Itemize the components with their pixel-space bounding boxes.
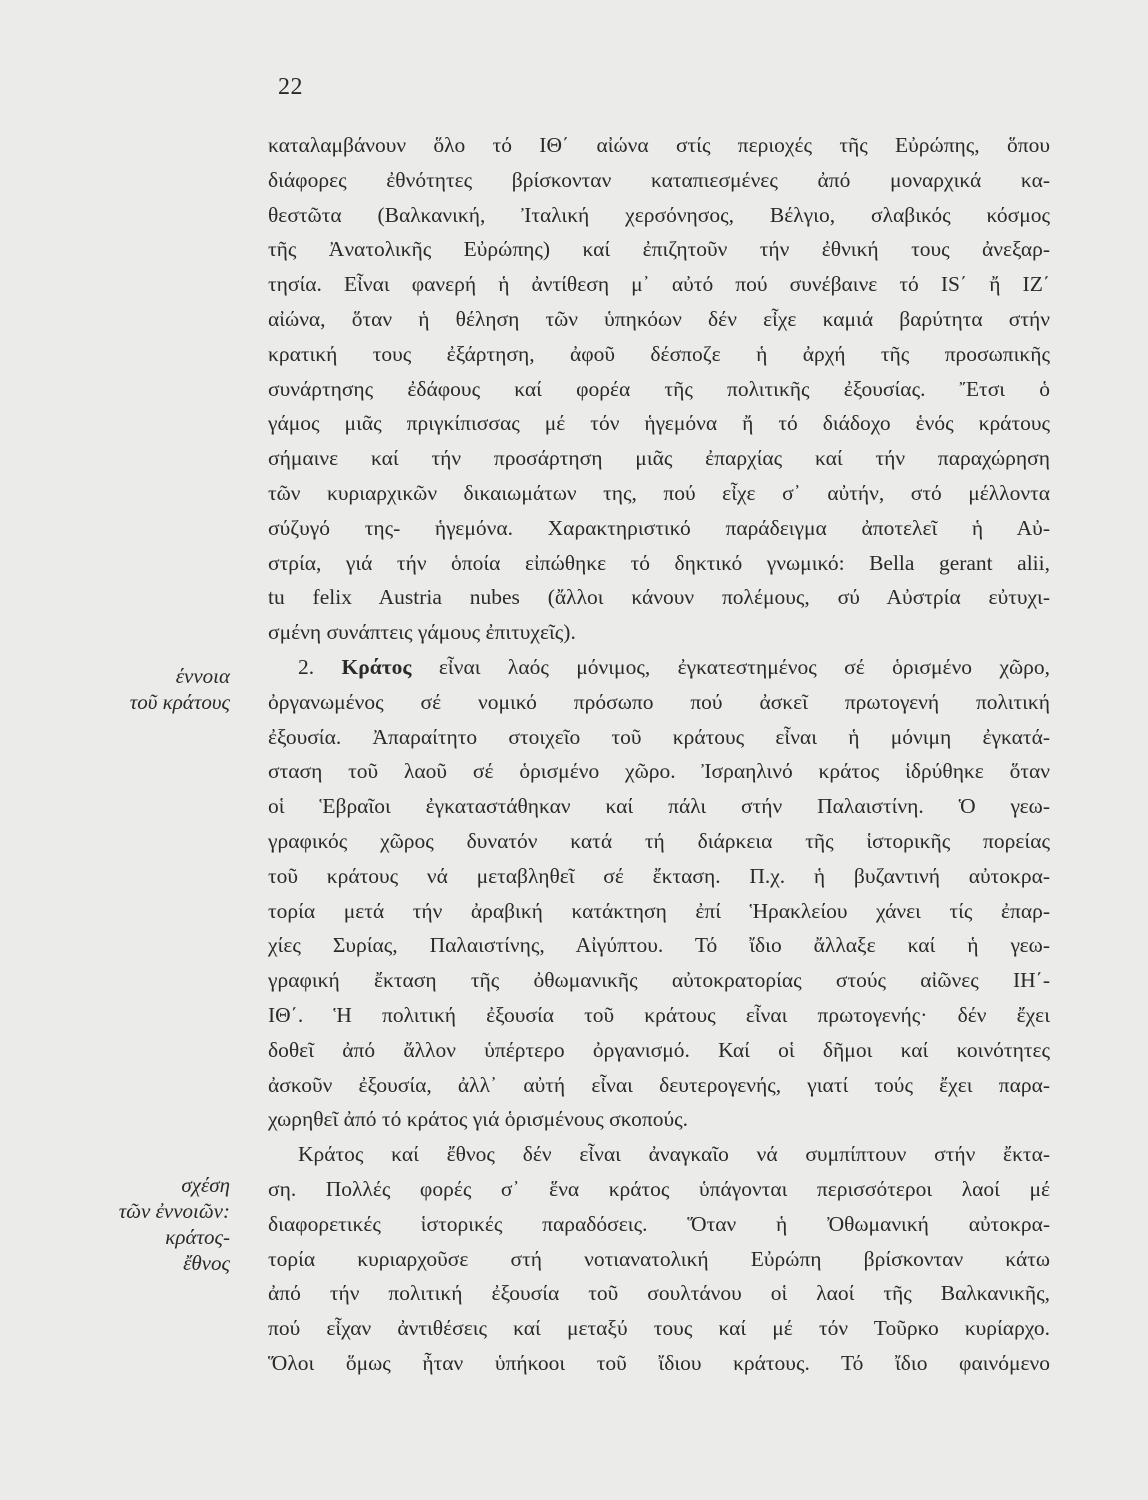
text-line: πού εἶχαν ἀντιθέσεις καί μεταξύ τους καί μέ τόν Τοῦρκο κυρίαρχο. [268, 1316, 1050, 1341]
paragraph-state-definition [268, 650, 1050, 1137]
text-line: συνάρτησης ἐδάφους καί φορέα τῆς πολιτικῆς ἐξουσίας. Ἔτσι ὁ [268, 376, 1050, 401]
text-line: ἐξουσία. Ἀπαραίτητο στοιχεῖο τοῦ κράτους εἶναι ἡ μόνιμη ἐγκατά- [268, 724, 1050, 749]
body-text [268, 128, 1050, 1381]
text-line: τορία μετά τήν ἀραβική κατάκτηση ἐπί Ἡρακλείου χάνει τίς ἐπαρ- [268, 898, 1050, 923]
text-line: σήμαινε καί τήν προσάρτηση μιᾶς ἐπαρχίας καί τήν παραχώρηση [268, 446, 1050, 471]
margin-note-state-nation-relation [50, 1172, 230, 1276]
margin-note-state-concept [50, 663, 230, 715]
text-line: ὀργανωμένος σέ νομικό πρόσωπο πού ἀσκεῖ πρωτογενή πολιτική [268, 689, 1050, 714]
text-line: δοθεῖ ἀπό ἄλλον ὑπέρτερο ὀργανισμό. Καί οἱ δῆμοι καί κοινότητες [268, 1037, 1050, 1062]
text-line: τῆς Ἀνατολικῆς Εὐρώπης) καί ἐπιζητοῦν τήν ἐθνική τους ἀνεξαρ- [268, 237, 1050, 262]
text-line-content: Κράτος καί ἔθνος δέν εἶναι ἀναγκαῖο νά συμπίπτουν στήν ἔκτα- [298, 1142, 1050, 1167]
margin-note-line: κράτος- [165, 1225, 230, 1249]
text-line: διαφορετικές ἱστορικές παραδόσεις. Ὅταν ἡ Ὀθωμανική αὐτοκρα- [268, 1211, 1050, 1236]
text-line: ἀπό τήν πολιτική ἐξουσία τοῦ σουλτάνου οἱ λαοί τῆς Βαλκανικῆς, [268, 1281, 1050, 1306]
text-line: διάφορες ἐθνότητες βρίσκονταν καταπιεσμένες ἀπό μοναρχικά κα- [268, 167, 1050, 192]
margin-note-line: τοῦ κράτους [129, 690, 230, 714]
paragraph-state-body [268, 685, 1050, 1137]
text-line: χίες Συρίας, Παλαιστίνης, Αἰγύπτου. Τό ἴδιο ἄλλαξε καί ἡ γεω- [268, 933, 1050, 958]
text-line: tu felix Austria nubes (ἄλλοι κάνουν πολέμους, σύ Αὐστρία εὐτυχι- [268, 585, 1050, 610]
text-line: θεστῶτα (Βαλκανική, Ἰταλική χερσόνησος, Βέλγιο, σλαβικός κόσμος [268, 202, 1050, 227]
paragraph-state-nation [268, 1137, 1050, 1381]
text-line: γραφική ἔκταση τῆς ὀθωμανικῆς αὐτοκρατορίας στούς αἰῶνες ΙΗ΄- [268, 968, 1050, 993]
text-line: τοῦ κράτους νά μεταβληθεῖ σέ ἔκταση. Π.χ. ἡ βυζαντινή αὐτοκρα- [268, 863, 1050, 888]
text-line: σμένη συνάπτεις γάμους ἐπιτυχεῖς). [268, 620, 576, 645]
text-line: τορία κυριαρχοῦσε στή νοτιανατολική Εὐρώπη βρίσκονταν κάτω [268, 1246, 1050, 1271]
paragraph-state-nation-body [268, 1172, 1050, 1381]
text-line [268, 650, 1050, 685]
text-line: στρία, γιά τήν ὁποία εἰπώθηκε τό δηκτικό γνωμικό: Bella gerant alii, [268, 550, 1050, 575]
text-line: καταλαμβάνουν ὅλο τό ΙΘ΄ αἰώνα στίς περιοχές τῆς Εὐρώπης, ὅπου [268, 133, 1050, 157]
text-line: τῶν κυριαρχικῶν δικαιωμάτων της, πού εἶχε σ᾽ αὐτήν, στό μέλλοντα [268, 480, 1050, 505]
margin-note-line: σχέση [181, 1173, 230, 1197]
margin-note-line: τῶν ἐννοιῶν: [118, 1199, 230, 1223]
margin-note-line: έννοια [175, 664, 230, 688]
section-number: 2. [298, 654, 315, 679]
text-line: ση. Πολλές φορές σ᾽ ἕνα κράτος ὑπάγονται περισσότεροι λαοί μέ [268, 1176, 1050, 1201]
text-line: ΙΘ΄. Ἡ πολιτική ἐξουσία τοῦ κράτους εἶναι πρωτογενής· δέν ἔχει [268, 1002, 1050, 1027]
text-line: σταση τοῦ λαοῦ σέ ὁρισμένο χῶρο. Ἰσραηλινό κράτος ἱδρύθηκε ὅταν [268, 759, 1050, 784]
text-line: αἰώνα, ὅταν ἡ θέληση τῶν ὑπηκόων δέν εἶχε καμιά βαρύτητα στήν [268, 306, 1050, 331]
text-line: γάμος μιᾶς πριγκίπισσας μέ τόν ἡγεμόνα ἤ τό διάδοχο ἑνός κράτους [268, 411, 1050, 436]
margin-note-line: ἔθνος [183, 1251, 230, 1275]
page-number: 22 [278, 74, 303, 100]
text-line [268, 1137, 1050, 1172]
paragraph-continuation [268, 128, 1050, 650]
text-line: γραφικός χῶρος δυνατόν κατά τή διάρκεια τῆς ἱστορικῆς πορείας [268, 828, 1050, 853]
text-line: χωρηθεῖ ἀπό τό κράτος γιά ὁρισμένους σκοπούς. [268, 1107, 688, 1132]
text-line: τησία. Εἶναι φανερή ἡ ἀντίθεση μ᾽ αὐτό πού συνέβαινε τό ΙS΄ ἤ ΙΖ΄ [268, 272, 1050, 297]
text-line-rest: εἶναι λαός μόνιμος, ἐγκατεστημένος σέ ὁρισμένο χῶρο, [438, 654, 1050, 679]
term-state: Κράτος [341, 654, 412, 679]
text-line: σύζυγό της- ἡγεμόνα. Χαρακτηριστικό παράδειγμα ἀποτελεῖ ἡ Αὐ- [268, 515, 1050, 540]
text-line: κρατική τους ἐξάρτηση, ἀφοῦ δέσποζε ἡ ἀρχή τῆς προσωπικῆς [268, 341, 1050, 366]
text-line: ἀσκοῦν ἐξουσία, ἀλλ᾽ αὐτή εἶναι δευτερογενής, γιατί τούς ἔχει παρα- [268, 1072, 1050, 1097]
text-line: Ὅλοι ὅμως ἦταν ὑπήκοοι τοῦ ἴδιου κράτους. Τό ἴδιο φαινόμενο [268, 1350, 1050, 1375]
text-line: οἱ Ἑβραῖοι ἐγκαταστάθηκαν καί πάλι στήν Παλαιστίνη. Ὁ γεω- [268, 794, 1050, 819]
